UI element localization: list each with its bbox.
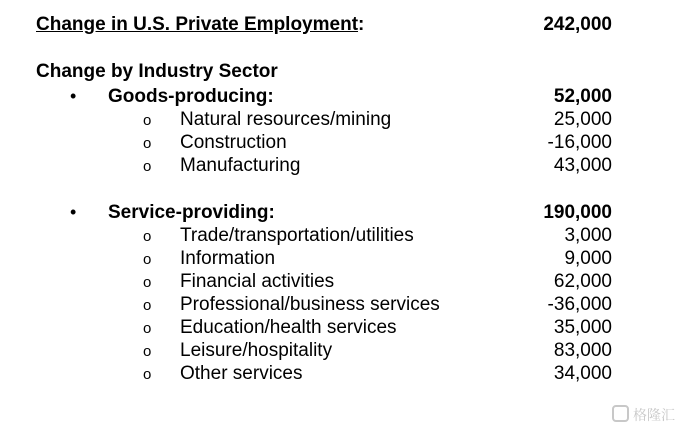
item-value: 62,000 xyxy=(553,271,612,292)
sub-bullet: o xyxy=(143,228,152,245)
watermark xyxy=(612,405,675,425)
page-title xyxy=(36,14,364,36)
item-label: Construction xyxy=(180,132,287,153)
item-label: Other services xyxy=(180,363,303,384)
sub-bullet: o xyxy=(143,112,152,129)
sector-goods-label: Goods-producing: xyxy=(108,86,274,107)
bullet-goods: • xyxy=(70,86,77,106)
sub-bullet: o xyxy=(143,297,152,314)
section-header: Change by Industry Sector xyxy=(36,61,278,82)
sector-goods-value: 52,000 xyxy=(553,86,612,107)
item-value: 9,000 xyxy=(564,248,612,269)
total-value: 242,000 xyxy=(543,14,612,35)
sub-bullet: o xyxy=(143,320,152,337)
item-value: 25,000 xyxy=(553,109,612,130)
item-label: Information xyxy=(180,248,276,269)
bullet-service: • xyxy=(70,202,77,222)
watermark-logo-icon xyxy=(612,405,629,422)
sub-bullet: o xyxy=(143,251,152,268)
item-value: 34,000 xyxy=(553,363,612,384)
item-value: 43,000 xyxy=(553,155,612,176)
sub-bullet: o xyxy=(143,343,152,360)
item-value: 35,000 xyxy=(553,317,612,338)
sector-service-value: 190,000 xyxy=(543,202,612,223)
item-label: Natural resources/mining xyxy=(180,109,392,130)
sub-bullet: o xyxy=(143,158,152,175)
sub-bullet: o xyxy=(143,135,152,152)
title-colon: : xyxy=(358,14,365,35)
sub-bullet: o xyxy=(143,274,152,291)
item-label: Manufacturing xyxy=(180,155,301,176)
item-value: 83,000 xyxy=(553,340,612,361)
item-label: Education/health services xyxy=(180,317,397,338)
item-label: Financial activities xyxy=(180,271,335,292)
item-label: Leisure/hospitality xyxy=(180,340,333,361)
item-label: Professional/business services xyxy=(180,294,440,315)
watermark-text: 格隆汇 xyxy=(633,407,675,423)
title-label: Change in U.S. Private Employment xyxy=(36,14,359,35)
sector-service-label: Service-providing: xyxy=(108,202,275,223)
item-value: -16,000 xyxy=(547,132,612,153)
item-value: 3,000 xyxy=(564,225,612,246)
item-label: Trade/transportation/utilities xyxy=(180,225,414,246)
item-value: -36,000 xyxy=(547,294,612,315)
sub-bullet: o xyxy=(143,366,152,383)
